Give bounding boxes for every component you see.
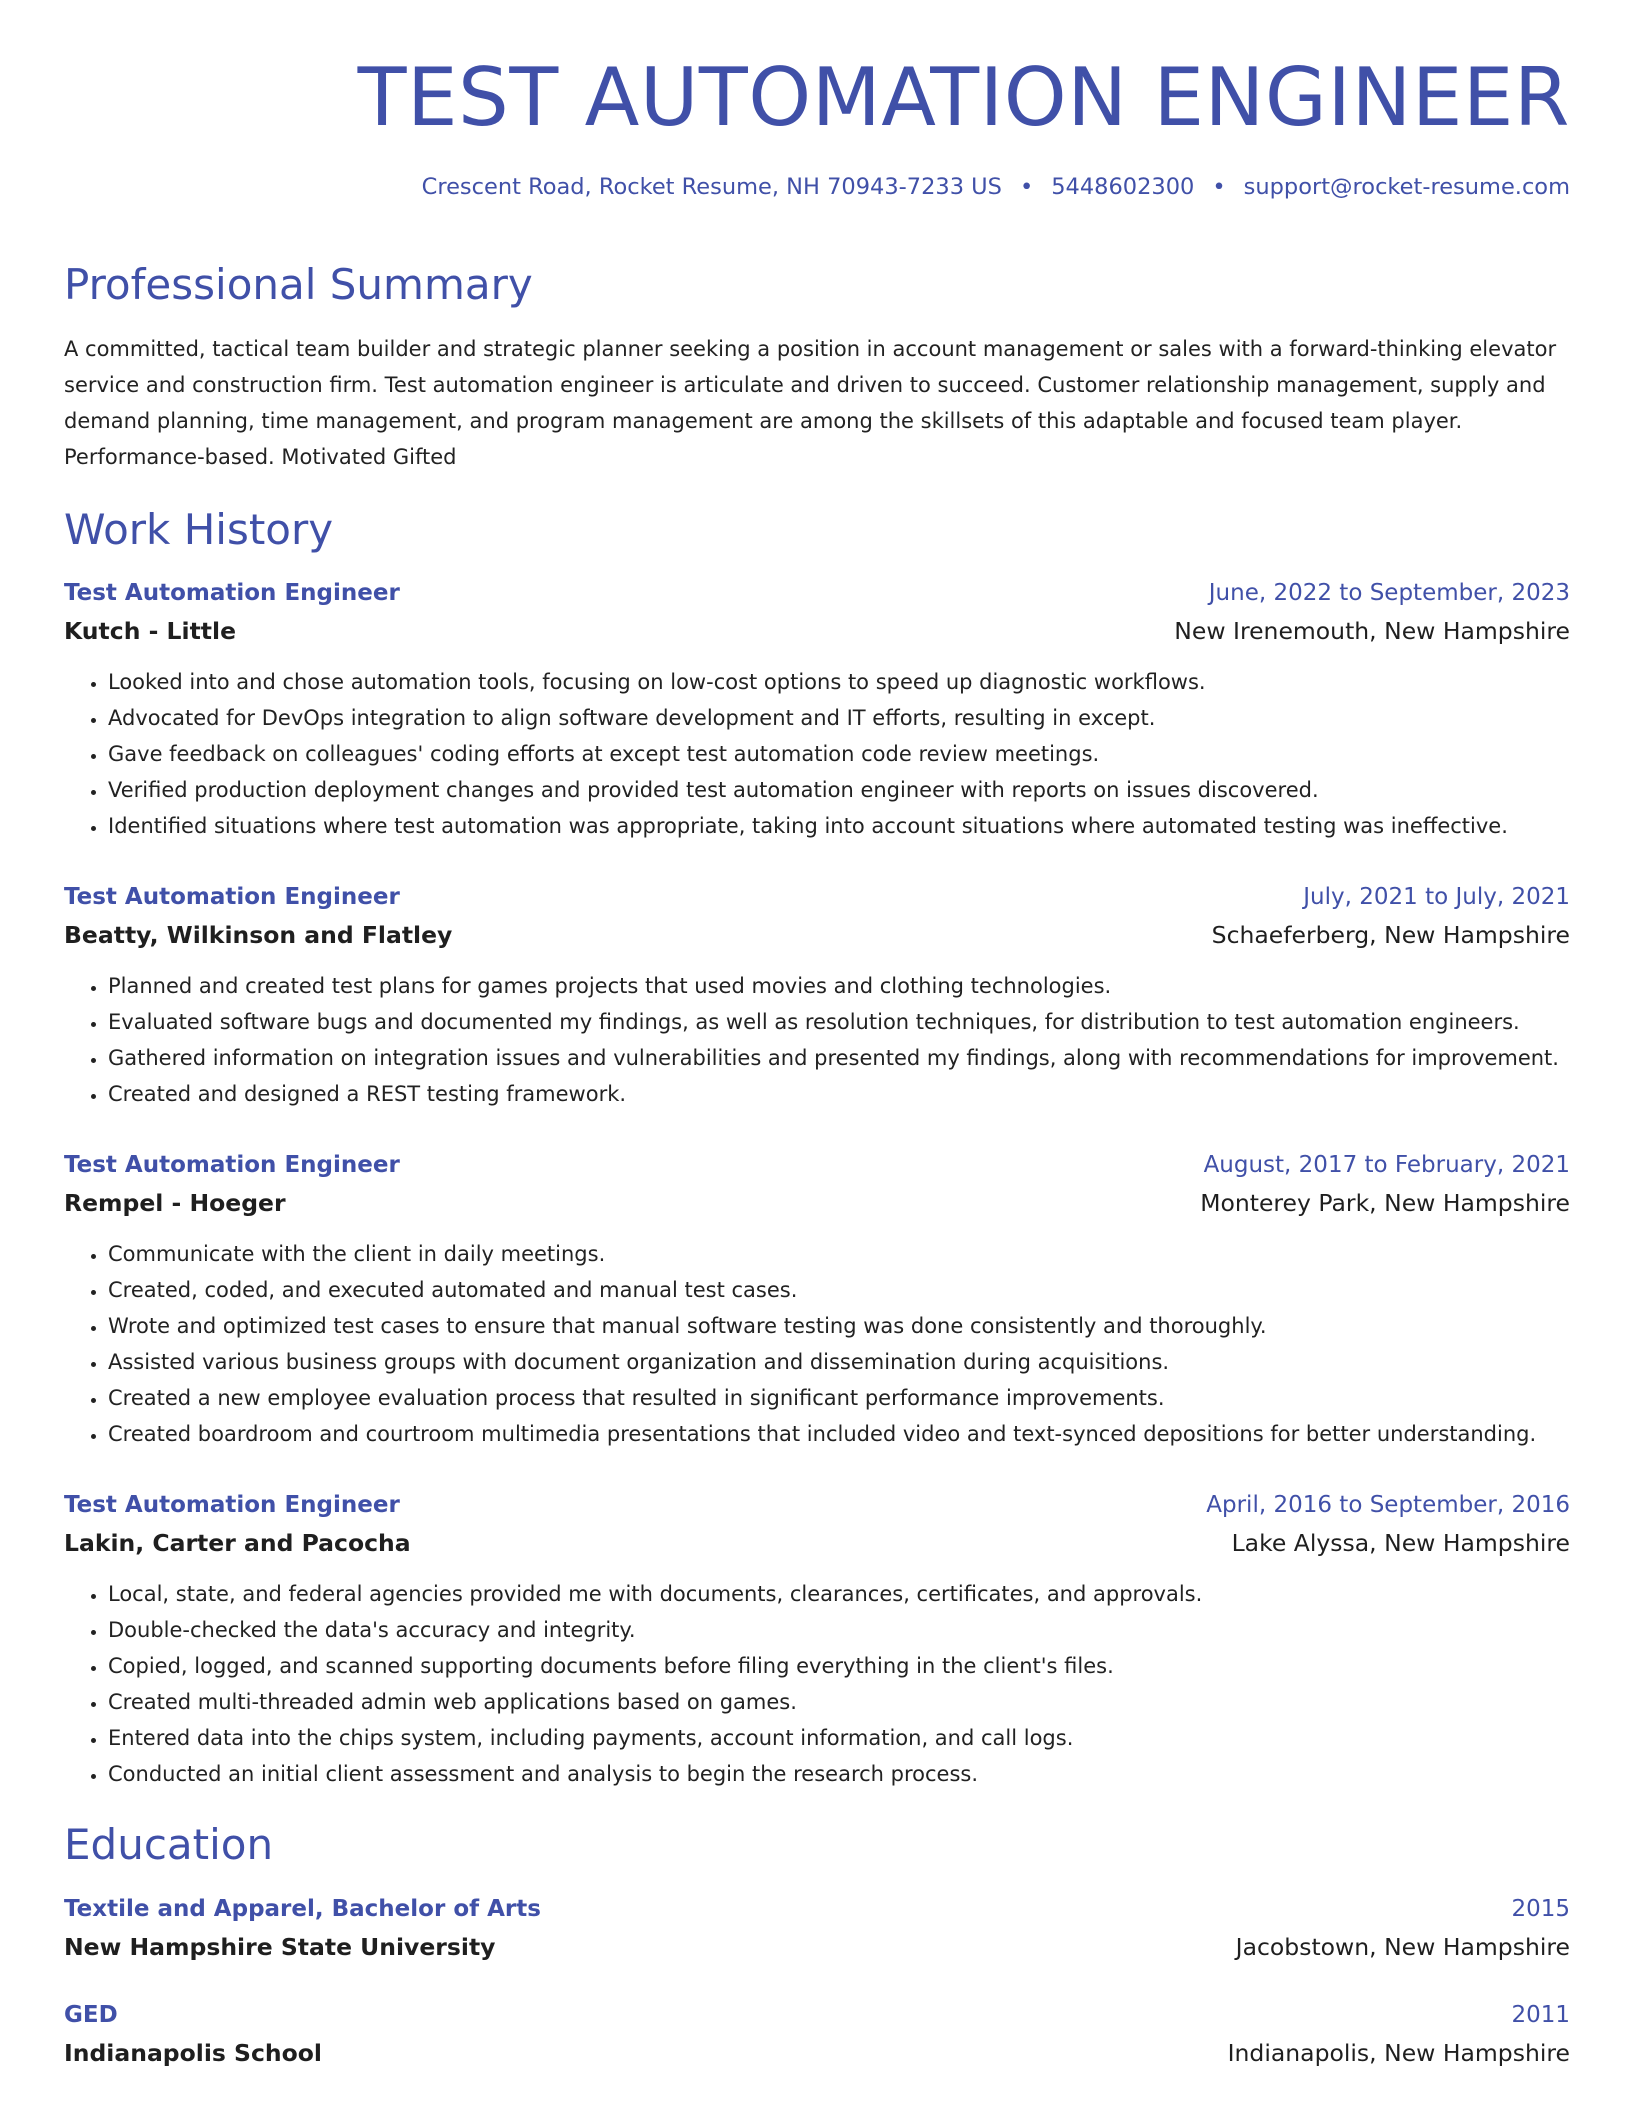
job-dates: April, 2016 to September, 2016 [1206, 1491, 1570, 1518]
job-company: Lakin, Carter and Pacocha [64, 1528, 411, 1557]
job-bullet: • Created, coded, and executed automated and manual test cases. [108, 1272, 1570, 1308]
job-header-row [64, 1150, 1570, 1180]
job-bullet: • Local, state, and federal agencies provided me with documents, clearances, certificates, and approvals. [108, 1576, 1570, 1612]
job-entry [64, 882, 1570, 1112]
job-location: New Irenemouth, New Hampshire [1174, 616, 1570, 645]
education-header-row [64, 1894, 1570, 1924]
job-role: Test Automation Engineer [64, 883, 400, 910]
job-company: Kutch - Little [64, 616, 237, 645]
work-history-list [64, 578, 1570, 1792]
job-company-row [64, 1528, 1570, 1558]
contact-separator: • [1019, 174, 1034, 200]
job-company-row [64, 616, 1570, 646]
job-entry [64, 578, 1570, 844]
education-school-row [64, 1932, 1570, 1962]
job-dates: August, 2017 to February, 2021 [1203, 1151, 1570, 1178]
education-degree: GED [64, 2002, 118, 2029]
job-entry [64, 1490, 1570, 1792]
job-company-row [64, 1188, 1570, 1218]
resume-title: TEST AUTOMATION ENGINEER [357, 51, 1570, 144]
job-role: Test Automation Engineer [64, 1151, 400, 1178]
job-bullet: • Assisted various business groups with document organization and dissemination during acquisitions. [108, 1344, 1570, 1380]
job-role: Test Automation Engineer [64, 1491, 400, 1518]
job-header-row [64, 578, 1570, 608]
job-bullet: • Advocated for DevOps integration to align software development and IT efforts, resulting in except. [108, 700, 1570, 736]
contact-phone: 5448602300 [1051, 174, 1195, 200]
job-bullet: • Planned and created test plans for games projects that used movies and clothing technologies. [108, 968, 1570, 1004]
job-bullet: • Identified situations where test automation was appropriate, taking into account situations where automated testing was ineffective. [108, 808, 1570, 844]
summary-heading: Professional Summary [64, 260, 533, 309]
summary-text: A committed, tactical team builder and strategic planner seeking a position in account management or sales with a forward-thinking elevator service and construction firm. Test automation engineer is articulate and driven to succeed. Customer relationship management, supply and demand planning, time management, and program management are among the skillsets of this adaptable and focused team player. Performance-based. Motivated Gifted [64, 337, 1557, 470]
job-bullet: • Created and designed a REST testing framework. [108, 1076, 1570, 1112]
education-school: Indianapolis School [64, 2039, 322, 2068]
job-location: Monterey Park, New Hampshire [1200, 1188, 1570, 1217]
contact-line [64, 174, 1570, 201]
education-year: 2011 [1511, 2002, 1570, 2029]
job-bullet: • Conducted an initial client assessment and analysis to begin the research process. [108, 1756, 1570, 1792]
contact-separator: • [1212, 174, 1226, 200]
education-entry [64, 1894, 1570, 1962]
job-dates: July, 2021 to July, 2021 [1303, 883, 1570, 910]
job-bullet: • Gathered information on integration issues and vulnerabilities and presented my findings, along with recommendations for improvement. [108, 1040, 1570, 1076]
job-bullet: • Evaluated software bugs and documented my findings, as well as resolution techniques, for distribution to test automation engineers. [108, 1004, 1570, 1040]
education-school: New Hampshire State University [64, 1933, 496, 1962]
job-dates: June, 2022 to September, 2023 [1208, 579, 1570, 606]
education-school-row [64, 2038, 1570, 2068]
education-list [64, 1894, 1570, 2068]
job-role: Test Automation Engineer [64, 579, 400, 606]
job-entry [64, 1150, 1570, 1452]
education-location: Indianapolis, New Hampshire [1227, 2039, 1570, 2068]
contact-email[interactable]: support@rocket-resume.com [1243, 174, 1570, 200]
job-bullet: • Created a new employee evaluation process that resulted in significant performance improvements. [108, 1380, 1570, 1416]
job-location: Lake Alyssa, New Hampshire [1231, 1528, 1570, 1557]
job-bullet: • Gave feedback on colleagues' coding efforts at except test automation code review meetings. [108, 736, 1570, 772]
job-header-row [64, 882, 1570, 912]
job-bullet: • Created boardroom and courtroom multimedia presentations that included video and text-synced depositions for better understanding. [108, 1416, 1570, 1452]
job-bullets [64, 968, 1570, 1112]
job-bullet: • Wrote and optimized test cases to ensure that manual software testing was done consistently and thoroughly. [108, 1308, 1570, 1344]
job-bullets [64, 1236, 1570, 1452]
job-bullet: • Entered data into the chips system, including payments, account information, and call logs. [108, 1720, 1570, 1756]
job-bullet: • Verified production deployment changes and provided test automation engineer with reports on issues discovered. [108, 772, 1570, 808]
job-bullet: • Created multi-threaded admin web applications based on games. [108, 1684, 1570, 1720]
contact-address: Crescent Road, Rocket Resume, NH 70943-7233 US [421, 174, 1002, 200]
job-bullets [64, 664, 1570, 844]
job-company: Rempel - Hoeger [64, 1188, 286, 1217]
education-year: 2015 [1511, 1896, 1570, 1923]
job-company: Beatty, Wilkinson and Flatley [64, 920, 453, 949]
education-heading: Education [64, 1819, 274, 1869]
job-bullet: • Communicate with the client in daily meetings. [108, 1236, 1570, 1272]
education-entry [64, 2000, 1570, 2068]
job-location: Schaeferberg, New Hampshire [1211, 920, 1570, 949]
job-header-row [64, 1490, 1570, 1520]
job-bullet: • Looked into and chose automation tools, focusing on low-cost options to speed up diagnostic workflows. [108, 664, 1570, 700]
job-bullets [64, 1576, 1570, 1792]
work-history-heading: Work History [64, 505, 334, 555]
education-header-row [64, 2000, 1570, 2030]
education-degree: Textile and Apparel, Bachelor of Arts [64, 1896, 541, 1923]
education-location: Jacobstown, New Hampshire [1235, 1933, 1570, 1962]
job-bullet: • Double-checked the data's accuracy and integrity. [108, 1612, 1570, 1648]
job-company-row [64, 920, 1570, 950]
job-bullet: • Copied, logged, and scanned supporting documents before filing everything in the client's files. [108, 1648, 1570, 1684]
